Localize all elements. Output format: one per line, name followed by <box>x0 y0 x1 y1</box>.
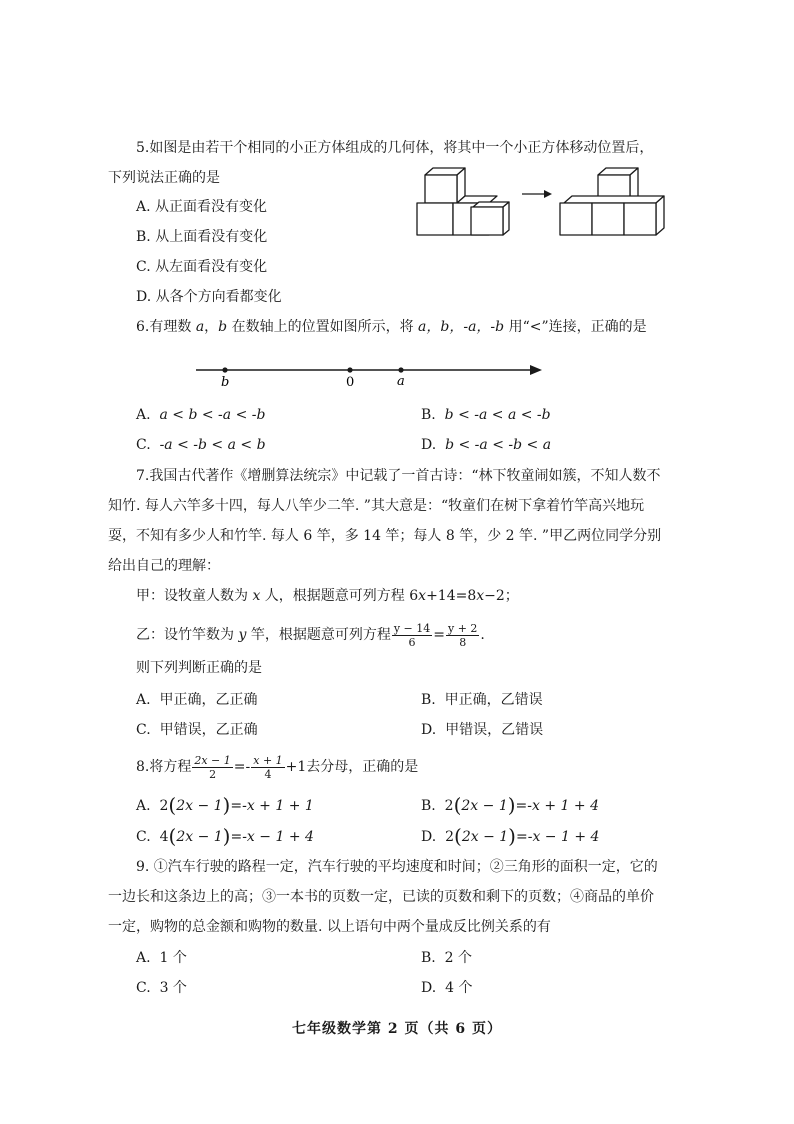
fraction-1: $\frac{y - 14}{6}$ <box>393 621 431 649</box>
page-footer: 七年级数学第 2 页（共 6 页） <box>292 1021 502 1037</box>
q9-option-d: D. 4 个 <box>421 980 473 996</box>
point-zero <box>347 367 352 372</box>
q7-line1: 7.我国古代著作《增删算法统宗》中记载了一首古诗：“林下牧童闹如簇，不知人数不 <box>136 468 661 484</box>
q5-stem-line2: 下列说法正确的是 <box>108 170 220 186</box>
q7-option-b: B. 甲正确，乙错误 <box>421 692 543 708</box>
number-line <box>190 360 550 390</box>
right-arrow-icon <box>522 190 552 198</box>
q8-fraction-1: $\frac{2x - 1}{2}$ <box>194 753 231 781</box>
q7-line2: 知竹. 每人六竿多十四，每人八竿少二竿. ”其大意是：“牧童们在树下拿着竹竿高兴地玩 <box>108 498 645 514</box>
q8-option-a: A. 2(2x − 1)=-x + 1 + 1 <box>136 793 314 817</box>
q6-stem: 6.有理数 a，b 在数轴上的位置如图所示，将 a，b，-a，-b 用“<”连接，正确的是 <box>136 319 647 335</box>
fraction-2: $\frac{y + 2}{8}$ <box>447 621 478 649</box>
q7-option-a: A. 甲正确，乙正确 <box>136 692 258 708</box>
label-a: a <box>397 374 405 389</box>
cube-figure-before <box>417 168 509 235</box>
q7-option-d: D. 甲错误，乙错误 <box>421 722 544 738</box>
label-b: b <box>221 375 230 390</box>
q7-judge: 则下列判断正确的是 <box>136 660 262 676</box>
q8-option-c: C. 4(2x − 1)=-x − 1 + 4 <box>136 824 314 848</box>
q9-line3: 一定，购物的总金额和购物的数量. 以上语句中两个量成反比例关系的有 <box>108 919 551 935</box>
q5-option-b: B. 从上面看没有变化 <box>136 229 268 245</box>
axis-arrow-icon <box>530 365 542 375</box>
q8-fraction-2: $\frac{x + 1}{4}$ <box>253 753 283 781</box>
q8-option-b: B. 2(2x − 1)=-x + 1 + 4 <box>421 793 599 817</box>
q5-option-c: C. 从左面看没有变化 <box>136 259 268 275</box>
point-b <box>222 367 227 372</box>
q6-option-a: A. a < b < -a < -b <box>136 407 266 423</box>
q9-option-c: C. 3 个 <box>136 980 187 996</box>
q8-stem: 8.将方程 $\frac{2x - 1}{2}$ =- $\frac{x + 1}{4}$ +1去分母，正确的是 <box>136 753 419 781</box>
q7-option-c: C. 甲错误，乙正确 <box>136 722 258 738</box>
q9-option-a: A. 1 个 <box>136 950 187 966</box>
q6-option-c: C. -a < -b < a < b <box>136 437 266 453</box>
q9-line2: 一边长和这条边上的高；③一本书的页数一定，已读的页数和剩下的页数；④商品的单价 <box>108 889 654 905</box>
q5-stem-line1: 5.如图是由若干个相同的小正方体组成的几何体，将其中一个小正方体移动位置后， <box>136 140 654 156</box>
q8-option-d: D. 2(2x − 1)=-x − 1 + 4 <box>421 824 600 848</box>
q9-line1: 9. ①汽车行驶的路程一定，汽车行驶的平均速度和时间；②三角形的面积一定，它的 <box>136 859 658 875</box>
q6-option-b: B. b < -a < a < -b <box>421 407 551 423</box>
label-zero: 0 <box>346 375 355 390</box>
q6-option-d: D. b < -a < -b < a <box>421 437 552 453</box>
q7-yi: 乙：设竹竿数为 y 竿，根据题意可列方程 $\frac{y - 14}{6}$ = $\frac{y + 2}{8}$ . <box>136 621 485 649</box>
q7-line4: 给出自己的理解： <box>108 558 220 574</box>
q7-jia: 甲：设牧童人数为 x 人，根据题意可列方程 6x+14=8x−2； <box>136 588 519 604</box>
q5-option-a: A. 从正面看没有变化 <box>136 199 268 215</box>
point-a <box>398 367 403 372</box>
cube-figure <box>412 164 668 242</box>
q7-line3: 耍，不知有多少人和竹竿. 每人 6 竿，多 14 竿；每人 8 竿，少 2 竿. ”甲乙两位同学分别 <box>108 528 662 544</box>
q9-option-b: B. 2 个 <box>421 950 473 966</box>
q5-option-d: D. 从各个方向看都变化 <box>136 289 282 305</box>
cube-figure-after <box>560 168 664 235</box>
